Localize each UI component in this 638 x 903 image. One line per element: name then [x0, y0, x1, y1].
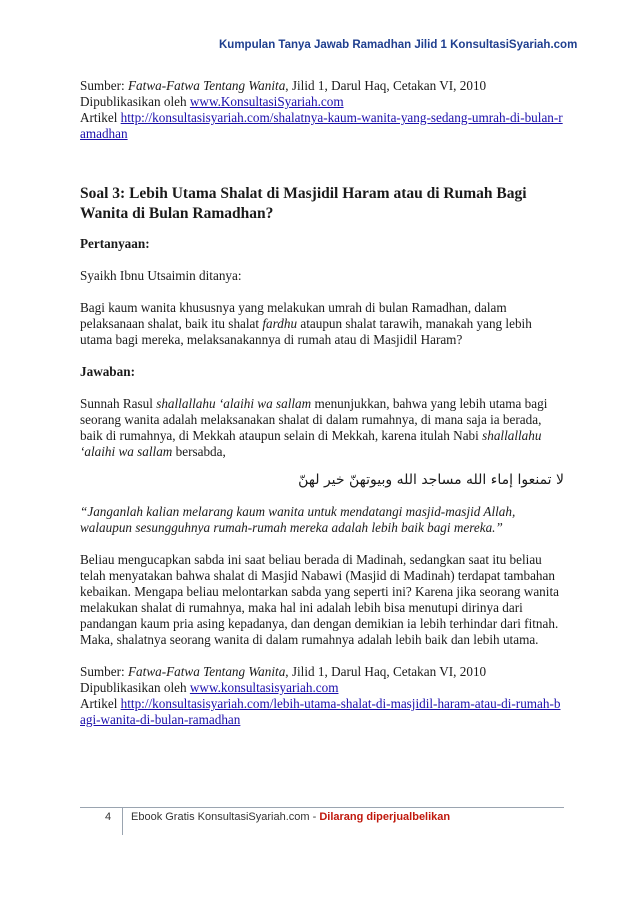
- answer-text-c: bersabda,: [172, 444, 226, 459]
- arabic-hadith: لا تمنعوا إماء الله مساجد الله وبيوتهنّ خير لهنّ: [298, 472, 564, 488]
- article-label: Artikel: [80, 696, 121, 711]
- fardhu-term: fardhu: [262, 316, 298, 331]
- header-title: Kumpulan Tanya Jawab Ramadhan Jilid 1 KonsultasiSyariah.com: [219, 39, 578, 51]
- source-label: Sumber:: [80, 78, 128, 93]
- asker-line: Syaikh Ibnu Utsaimin ditanya:: [80, 268, 242, 283]
- hadith-translation: “Janganlah kalian melarang kaum wanita untuk mendatangi masjid-masjid Allah, walaupun sesungguhnya rumah-rumah mereka adalah lebih baik bagi mereka.”: [80, 504, 516, 535]
- answer-label: Jawaban:: [80, 364, 135, 379]
- salutation-1: shallallahu ‘alaihi wa sallam: [156, 396, 312, 411]
- question-text-end: ataupun shalat tarawih, manakah yang lebih utama bagi mereka, melaksanakannya di rumah atau di Masjidil Haram?: [80, 316, 532, 347]
- article-line: [80, 696, 564, 728]
- book-details: , Jilid 1, Darul Haq, Cetakan VI, 2010: [285, 78, 487, 93]
- page-content: [80, 78, 564, 728]
- source-label: Sumber:: [80, 664, 128, 679]
- footer-ebook-label: Ebook Gratis KonsultasiSyariah.com -: [131, 811, 320, 823]
- answer-paragraph-2: Beliau mengucapkan sabda ini saat beliau berada di Madinah, sedangkan saat itu beliau telah menyatakan bahwa shalat di Masjid Nabawi (Masjid di Madinah) terdapat tambahan kebaikan. Mengapa beliau melontarkan sabda yang seperti ini? Karena jika seorang wanita melakukan shalat di rumahnya, maka hal ini adalah lebih bisa menutupi dirinya dari pandangan kaum pria asing kepadanya, dan dengan demikian ia lebih terhindar dari fitnah. Maka, shalatnya seorang wanita di dalam rumahnya adalah lebih baik dan lebih utama.: [80, 552, 559, 647]
- footer-text: [131, 811, 450, 823]
- book-details: , Jilid 1, Darul Haq, Cetakan VI, 2010: [285, 664, 487, 679]
- publisher-link[interactable]: www.KonsultasiSyariah.com: [189, 94, 344, 109]
- footer-warning: Dilarang diperjualbelikan: [319, 811, 451, 823]
- source-line: [80, 78, 564, 94]
- book-title: Fatwa-Fatwa Tentang Wanita: [128, 78, 286, 93]
- question-text: Bagi kaum wanita khususnya yang melakukan umrah di bulan Ramadhan, dalam pelaksanaan shalat, baik itu shalat: [80, 300, 507, 331]
- publisher-label: Dipublikasikan oleh: [80, 680, 190, 695]
- question-title: Soal 3: Lebih Utama Shalat di Masjidil Haram atau di Rumah Bagi Wanita di Bulan Ramadhan?: [80, 185, 527, 222]
- source-block-2: [80, 664, 564, 728]
- answer-text-a: Sunnah Rasul: [80, 396, 157, 411]
- source-line: [80, 664, 564, 680]
- question-label: Pertanyaan:: [80, 236, 150, 251]
- salutation-2: shallallahu ‘alaihi wa sallam: [80, 428, 542, 459]
- article-line: [80, 110, 564, 142]
- article-link[interactable]: http://konsultasisyariah.com/lebih-utama-shalat-di-masjidil-haram-atau-di-rumah-bagi-wanita-di-bulan-ramadhan: [80, 696, 561, 727]
- book-title: Fatwa-Fatwa Tentang Wanita: [128, 664, 286, 679]
- footer-rule: [80, 807, 564, 808]
- publisher-line: [80, 680, 564, 696]
- publisher-line: [80, 94, 564, 110]
- article-link[interactable]: http://konsultasisyariah.com/shalatnya-kaum-wanita-yang-sedang-umrah-di-bulan-ramadhan: [80, 110, 563, 141]
- publisher-link[interactable]: www.konsultasisyariah.com: [189, 680, 339, 695]
- footer-separator: [122, 807, 123, 835]
- source-block-1: [80, 78, 564, 142]
- page-number: 4: [105, 811, 112, 823]
- publisher-label: Dipublikasikan oleh: [80, 94, 190, 109]
- answer-paragraph-1: [80, 396, 564, 460]
- article-label: Artikel: [80, 110, 121, 125]
- answer-text-b: menunjukkan, bahwa yang lebih utama bagi seorang wanita adalah melaksanakan shalat di dalam rumahnya, di mana saja ia berada, baik di rumahnya, di Mekkah ataupun selain di Mekkah, karena itulah Nabi: [80, 396, 548, 443]
- question-body: [80, 300, 564, 348]
